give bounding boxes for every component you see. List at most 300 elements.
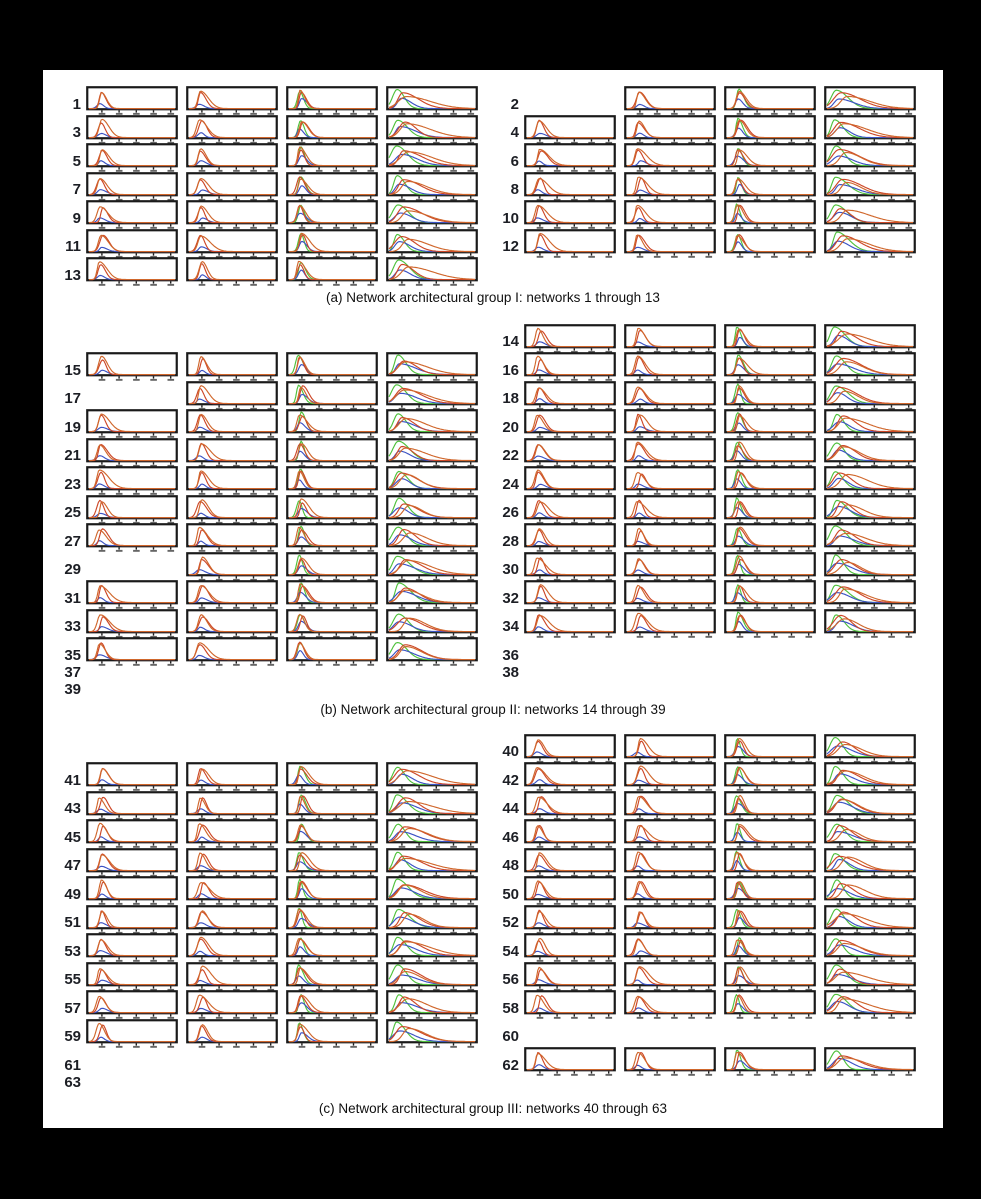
plot-frame bbox=[87, 581, 177, 603]
plot-cells bbox=[524, 580, 916, 609]
tick-label-smudge bbox=[654, 635, 661, 637]
mini-plot bbox=[186, 637, 278, 666]
tick-label-smudge bbox=[199, 284, 206, 286]
plot-cell bbox=[286, 495, 378, 524]
network-number-label: 6 bbox=[510, 152, 519, 170]
plot-cell bbox=[524, 905, 616, 934]
plot-cell bbox=[386, 637, 478, 666]
mini-plot bbox=[724, 609, 816, 638]
plot-cells bbox=[524, 324, 916, 353]
plot-frame bbox=[625, 877, 715, 899]
plot-frame bbox=[87, 230, 177, 252]
plot-frame bbox=[625, 230, 715, 252]
mini-plot bbox=[186, 495, 278, 524]
mini-plot bbox=[524, 962, 616, 991]
plot-cell bbox=[524, 848, 616, 877]
network-row bbox=[481, 229, 919, 258]
plot-frame bbox=[625, 382, 715, 404]
plot-frame bbox=[625, 991, 715, 1013]
mini-plot bbox=[524, 819, 616, 848]
network-number-label: 29 bbox=[64, 561, 81, 578]
plot-frame bbox=[725, 116, 815, 138]
tick-label-smudge bbox=[854, 255, 861, 257]
plot-frame bbox=[187, 173, 277, 195]
network-row bbox=[481, 86, 919, 115]
plot-cell bbox=[186, 115, 278, 144]
plot-cell bbox=[286, 143, 378, 172]
tick-label-smudge bbox=[871, 635, 878, 637]
plot-cell bbox=[286, 115, 378, 144]
plot-frame bbox=[187, 906, 277, 928]
tick-label-smudge bbox=[888, 635, 895, 637]
mini-plot bbox=[86, 990, 178, 1019]
figure-line bbox=[43, 143, 943, 172]
plot-frame bbox=[525, 496, 615, 518]
plot-cell bbox=[624, 876, 716, 905]
mini-plot bbox=[824, 609, 916, 638]
tick-label-smudge bbox=[637, 1074, 644, 1076]
plot-cell bbox=[186, 86, 278, 115]
tick-label-smudge bbox=[837, 1017, 844, 1019]
plot-cell bbox=[286, 172, 378, 201]
plot-cell bbox=[624, 1047, 716, 1076]
plot-cell bbox=[286, 86, 378, 115]
mini-plot bbox=[186, 933, 278, 962]
mini-plot bbox=[386, 552, 478, 581]
network-row bbox=[481, 663, 919, 683]
plot-frame bbox=[187, 638, 277, 660]
mini-plot bbox=[286, 791, 378, 820]
group-c-rows bbox=[43, 734, 943, 1093]
mini-plot bbox=[386, 990, 478, 1019]
plot-cell bbox=[824, 381, 916, 410]
plot-cell bbox=[86, 762, 178, 791]
tick-label-smudge bbox=[737, 1017, 744, 1019]
network-row bbox=[481, 1047, 919, 1076]
network-number-label: 11 bbox=[65, 238, 81, 255]
mini-plot bbox=[86, 115, 178, 144]
network-number-label: 16 bbox=[502, 361, 519, 379]
figure-line bbox=[43, 495, 943, 524]
network-row bbox=[43, 495, 481, 524]
network-row bbox=[481, 933, 919, 962]
network-row bbox=[43, 352, 481, 381]
plot-frame bbox=[625, 410, 715, 432]
mini-plot bbox=[524, 200, 616, 229]
network-number-label: 46 bbox=[502, 828, 519, 846]
plot-cell bbox=[624, 229, 716, 258]
plot-cell bbox=[286, 962, 378, 991]
plot-cell bbox=[386, 200, 478, 229]
network-row bbox=[43, 172, 481, 201]
mini-plot bbox=[824, 324, 916, 353]
plot-cell bbox=[286, 609, 378, 638]
plot-frame bbox=[287, 201, 377, 223]
mini-plot bbox=[386, 1019, 478, 1048]
mini-plot bbox=[386, 409, 478, 438]
plot-cell bbox=[524, 962, 616, 991]
mini-plot bbox=[186, 409, 278, 438]
plot-cells bbox=[524, 848, 916, 877]
mini-plot bbox=[286, 172, 378, 201]
plot-cell bbox=[286, 200, 378, 229]
network-number-label: 38 bbox=[502, 663, 519, 681]
plot-cell bbox=[386, 791, 478, 820]
mini-plot bbox=[724, 86, 816, 115]
tick-label-smudge bbox=[350, 1045, 357, 1047]
plot-cell bbox=[286, 523, 378, 552]
network-row bbox=[43, 1019, 481, 1048]
plot-frame bbox=[525, 553, 615, 575]
plot-frame bbox=[525, 524, 615, 546]
plot-frame bbox=[87, 410, 177, 432]
plot-frame bbox=[525, 1048, 615, 1070]
plot-cell bbox=[286, 990, 378, 1019]
mini-plot bbox=[386, 905, 478, 934]
plot-cell bbox=[286, 552, 378, 581]
plot-frame bbox=[725, 906, 815, 928]
figure-line bbox=[43, 552, 943, 581]
network-number-label: 13 bbox=[64, 266, 81, 284]
plot-cells bbox=[86, 819, 478, 848]
network-row bbox=[43, 609, 481, 638]
plot-cell bbox=[186, 762, 278, 791]
network-row bbox=[43, 933, 481, 962]
plot-frame bbox=[87, 87, 177, 109]
plot-cells bbox=[86, 990, 478, 1019]
mini-plot bbox=[624, 848, 716, 877]
tick-label-smudge bbox=[116, 1045, 123, 1047]
mini-plot bbox=[86, 143, 178, 172]
network-row bbox=[43, 990, 481, 1019]
plot-frame bbox=[187, 144, 277, 166]
figure-page bbox=[43, 70, 943, 1128]
plot-cell bbox=[624, 962, 716, 991]
network-number-label: 35 bbox=[64, 646, 81, 664]
plot-cells bbox=[86, 580, 478, 609]
mini-plot bbox=[824, 580, 916, 609]
plot-cell bbox=[524, 409, 616, 438]
mini-plot bbox=[286, 229, 378, 258]
mini-plot bbox=[724, 172, 816, 201]
mini-plot bbox=[186, 466, 278, 495]
tick-label-smudge bbox=[150, 664, 157, 666]
mini-plot bbox=[286, 762, 378, 791]
network-number-label: 12 bbox=[502, 238, 519, 255]
plot-cells bbox=[524, 762, 916, 791]
tick-label-smudge bbox=[737, 255, 744, 257]
tick-label-smudge bbox=[133, 1045, 140, 1047]
mini-plot bbox=[286, 86, 378, 115]
mini-plot bbox=[724, 381, 816, 410]
mini-plot bbox=[86, 523, 178, 552]
plot-cells bbox=[524, 466, 916, 495]
plot-cell bbox=[624, 352, 716, 381]
empty-slot bbox=[481, 257, 919, 286]
plot-frame bbox=[87, 116, 177, 138]
tick-label-smudge bbox=[199, 1045, 206, 1047]
mini-plot bbox=[624, 352, 716, 381]
tick-label-smudge bbox=[788, 1074, 795, 1076]
plot-cell bbox=[524, 933, 616, 962]
tick-label-smudge bbox=[250, 1045, 257, 1047]
mini-plot bbox=[86, 637, 178, 666]
plot-cell bbox=[624, 762, 716, 791]
tick-label-smudge bbox=[854, 1074, 861, 1076]
network-number-label: 18 bbox=[502, 390, 519, 407]
group-a bbox=[43, 86, 943, 306]
plot-cell bbox=[386, 933, 478, 962]
mini-plot bbox=[186, 1019, 278, 1048]
plot-cells bbox=[524, 609, 916, 638]
plot-cell bbox=[186, 438, 278, 467]
tick-label-smudge bbox=[299, 284, 306, 286]
tick-label-smudge bbox=[554, 1074, 561, 1076]
plot-cell bbox=[824, 409, 916, 438]
mini-plot bbox=[524, 848, 616, 877]
mini-plot bbox=[186, 762, 278, 791]
plot-frame bbox=[187, 496, 277, 518]
plot-cells bbox=[86, 962, 478, 991]
mini-plot bbox=[824, 200, 916, 229]
plot-cell bbox=[386, 352, 478, 381]
mini-plot bbox=[386, 115, 478, 144]
plot-cell bbox=[824, 229, 916, 258]
network-row bbox=[43, 876, 481, 905]
tick-label-smudge bbox=[268, 664, 275, 666]
plot-cells bbox=[86, 791, 478, 820]
plot-cell bbox=[624, 200, 716, 229]
plot-cell bbox=[86, 86, 178, 115]
plot-cell bbox=[724, 324, 816, 353]
plot-cells bbox=[86, 229, 478, 258]
tick-label-smudge bbox=[216, 284, 223, 286]
network-row bbox=[43, 819, 481, 848]
tick-label-smudge bbox=[688, 1017, 695, 1019]
tick-label-smudge bbox=[754, 635, 761, 637]
mini-plot bbox=[524, 495, 616, 524]
plot-cell bbox=[724, 115, 816, 144]
plot-cell bbox=[386, 1019, 478, 1048]
mini-plot bbox=[386, 495, 478, 524]
tick-label-smudge bbox=[468, 1045, 475, 1047]
plot-frame bbox=[525, 230, 615, 252]
plot-cell bbox=[186, 257, 278, 286]
mini-plot bbox=[824, 86, 916, 115]
mini-plot bbox=[286, 848, 378, 877]
group-c bbox=[43, 734, 943, 1117]
plot-cell bbox=[386, 552, 478, 581]
plot-cells bbox=[524, 229, 916, 258]
plot-cell bbox=[86, 438, 178, 467]
tick-label-smudge bbox=[571, 635, 578, 637]
plot-cell bbox=[824, 172, 916, 201]
network-row bbox=[481, 172, 919, 201]
mini-plot bbox=[286, 143, 378, 172]
mini-plot bbox=[624, 990, 716, 1019]
plot-cell bbox=[386, 381, 478, 410]
plot-frame bbox=[725, 230, 815, 252]
plot-cells bbox=[524, 734, 916, 763]
tick-label-smudge bbox=[316, 284, 323, 286]
mini-plot bbox=[386, 791, 478, 820]
mini-plot bbox=[86, 905, 178, 934]
mini-plot bbox=[724, 848, 816, 877]
plot-frame bbox=[625, 87, 715, 109]
tick-label-smudge bbox=[250, 284, 257, 286]
network-row bbox=[481, 819, 919, 848]
tick-label-smudge bbox=[571, 1017, 578, 1019]
plot-cell bbox=[724, 495, 816, 524]
network-row bbox=[481, 848, 919, 877]
network-row bbox=[481, 876, 919, 905]
mini-plot bbox=[186, 552, 278, 581]
plot-frame bbox=[187, 820, 277, 842]
mini-plot bbox=[186, 257, 278, 286]
plot-cells bbox=[86, 1019, 478, 1048]
network-number-label: 25 bbox=[64, 504, 81, 521]
network-number-label: 24 bbox=[502, 475, 519, 493]
network-number-label: 7 bbox=[72, 181, 81, 198]
network-number-label: 17 bbox=[64, 390, 81, 407]
network-number-label: 42 bbox=[502, 771, 519, 789]
plot-cell bbox=[386, 172, 478, 201]
mini-plot bbox=[286, 495, 378, 524]
plot-cell bbox=[386, 523, 478, 552]
mini-plot bbox=[286, 409, 378, 438]
plot-frame bbox=[625, 934, 715, 956]
mini-plot bbox=[724, 876, 816, 905]
tick-label-smudge bbox=[837, 635, 844, 637]
tick-label-smudge bbox=[754, 1074, 761, 1076]
network-number-label: 55 bbox=[64, 971, 81, 988]
plot-cell bbox=[386, 848, 478, 877]
mini-plot bbox=[186, 523, 278, 552]
mini-plot bbox=[624, 115, 716, 144]
plot-cell bbox=[286, 438, 378, 467]
tick-label-smudge bbox=[133, 664, 140, 666]
plot-cell bbox=[524, 990, 616, 1019]
network-row bbox=[481, 580, 919, 609]
tick-label-smudge bbox=[606, 635, 613, 637]
plot-frame bbox=[625, 467, 715, 489]
plot-cell bbox=[524, 352, 616, 381]
tick-label-smudge bbox=[316, 664, 323, 666]
plot-cell bbox=[286, 933, 378, 962]
figure-line bbox=[43, 905, 943, 934]
plot-cell bbox=[824, 86, 916, 115]
network-row bbox=[481, 637, 919, 666]
plot-cell bbox=[524, 324, 616, 353]
mini-plot bbox=[824, 1047, 916, 1076]
plot-frame bbox=[525, 610, 615, 632]
plot-frame bbox=[187, 87, 277, 109]
plot-cell bbox=[386, 609, 478, 638]
plot-frame bbox=[525, 991, 615, 1013]
figure-line bbox=[43, 172, 943, 201]
mini-plot bbox=[186, 172, 278, 201]
mini-plot bbox=[824, 172, 916, 201]
plot-frame bbox=[525, 906, 615, 928]
tick-label-smudge bbox=[150, 1045, 157, 1047]
network-row bbox=[481, 495, 919, 524]
plot-cell bbox=[286, 580, 378, 609]
plot-cell bbox=[724, 86, 816, 115]
plot-cell bbox=[186, 229, 278, 258]
tick-label-smudge bbox=[571, 1074, 578, 1076]
tick-label-smudge bbox=[216, 1045, 223, 1047]
mini-plot bbox=[824, 438, 916, 467]
mini-plot bbox=[824, 229, 916, 258]
plot-cell bbox=[286, 1019, 378, 1048]
mini-plot bbox=[824, 523, 916, 552]
tick-label-smudge bbox=[888, 1017, 895, 1019]
plot-cell bbox=[824, 143, 916, 172]
mini-plot bbox=[524, 933, 616, 962]
mini-plot bbox=[724, 819, 816, 848]
plot-frame bbox=[525, 439, 615, 461]
plot-frame bbox=[287, 638, 377, 660]
plot-cells bbox=[524, 381, 916, 410]
tick-label-smudge bbox=[671, 1074, 678, 1076]
plot-cell bbox=[724, 1047, 816, 1076]
plot-cell bbox=[824, 819, 916, 848]
plot-cell bbox=[524, 523, 616, 552]
mini-plot bbox=[624, 962, 716, 991]
tick-label-smudge bbox=[554, 255, 561, 257]
mini-plot bbox=[86, 200, 178, 229]
mini-plot bbox=[86, 495, 178, 524]
tick-label-smudge bbox=[771, 635, 778, 637]
plot-cell bbox=[386, 86, 478, 115]
mini-plot bbox=[186, 143, 278, 172]
network-row bbox=[481, 905, 919, 934]
figure-line bbox=[43, 86, 943, 115]
empty-slot bbox=[43, 734, 481, 763]
plot-frame bbox=[625, 201, 715, 223]
network-row bbox=[481, 1019, 919, 1048]
plot-cell bbox=[824, 495, 916, 524]
network-row bbox=[481, 324, 919, 353]
mini-plot bbox=[724, 409, 816, 438]
tick-label-smudge bbox=[806, 1074, 813, 1076]
mini-plot bbox=[524, 523, 616, 552]
plot-cell bbox=[286, 819, 378, 848]
plot-cell bbox=[624, 552, 716, 581]
mini-plot bbox=[86, 819, 178, 848]
tick-label-smudge bbox=[233, 664, 240, 666]
plot-cell bbox=[286, 409, 378, 438]
mini-plot bbox=[286, 637, 378, 666]
mini-plot bbox=[624, 200, 716, 229]
plot-cell bbox=[824, 115, 916, 144]
mini-plot bbox=[286, 609, 378, 638]
plot-cells bbox=[86, 143, 478, 172]
network-number-label: 14 bbox=[502, 333, 519, 350]
mini-plot bbox=[186, 990, 278, 1019]
plot-cell bbox=[186, 552, 278, 581]
network-number-label: 15 bbox=[64, 361, 81, 379]
mini-plot bbox=[286, 352, 378, 381]
mini-plot bbox=[186, 848, 278, 877]
figure-line bbox=[43, 791, 943, 820]
plot-cell bbox=[186, 933, 278, 962]
group-b-rows bbox=[43, 324, 943, 700]
mini-plot bbox=[86, 352, 178, 381]
plot-cell bbox=[286, 257, 378, 286]
plot-cell bbox=[186, 172, 278, 201]
mini-plot bbox=[86, 580, 178, 609]
